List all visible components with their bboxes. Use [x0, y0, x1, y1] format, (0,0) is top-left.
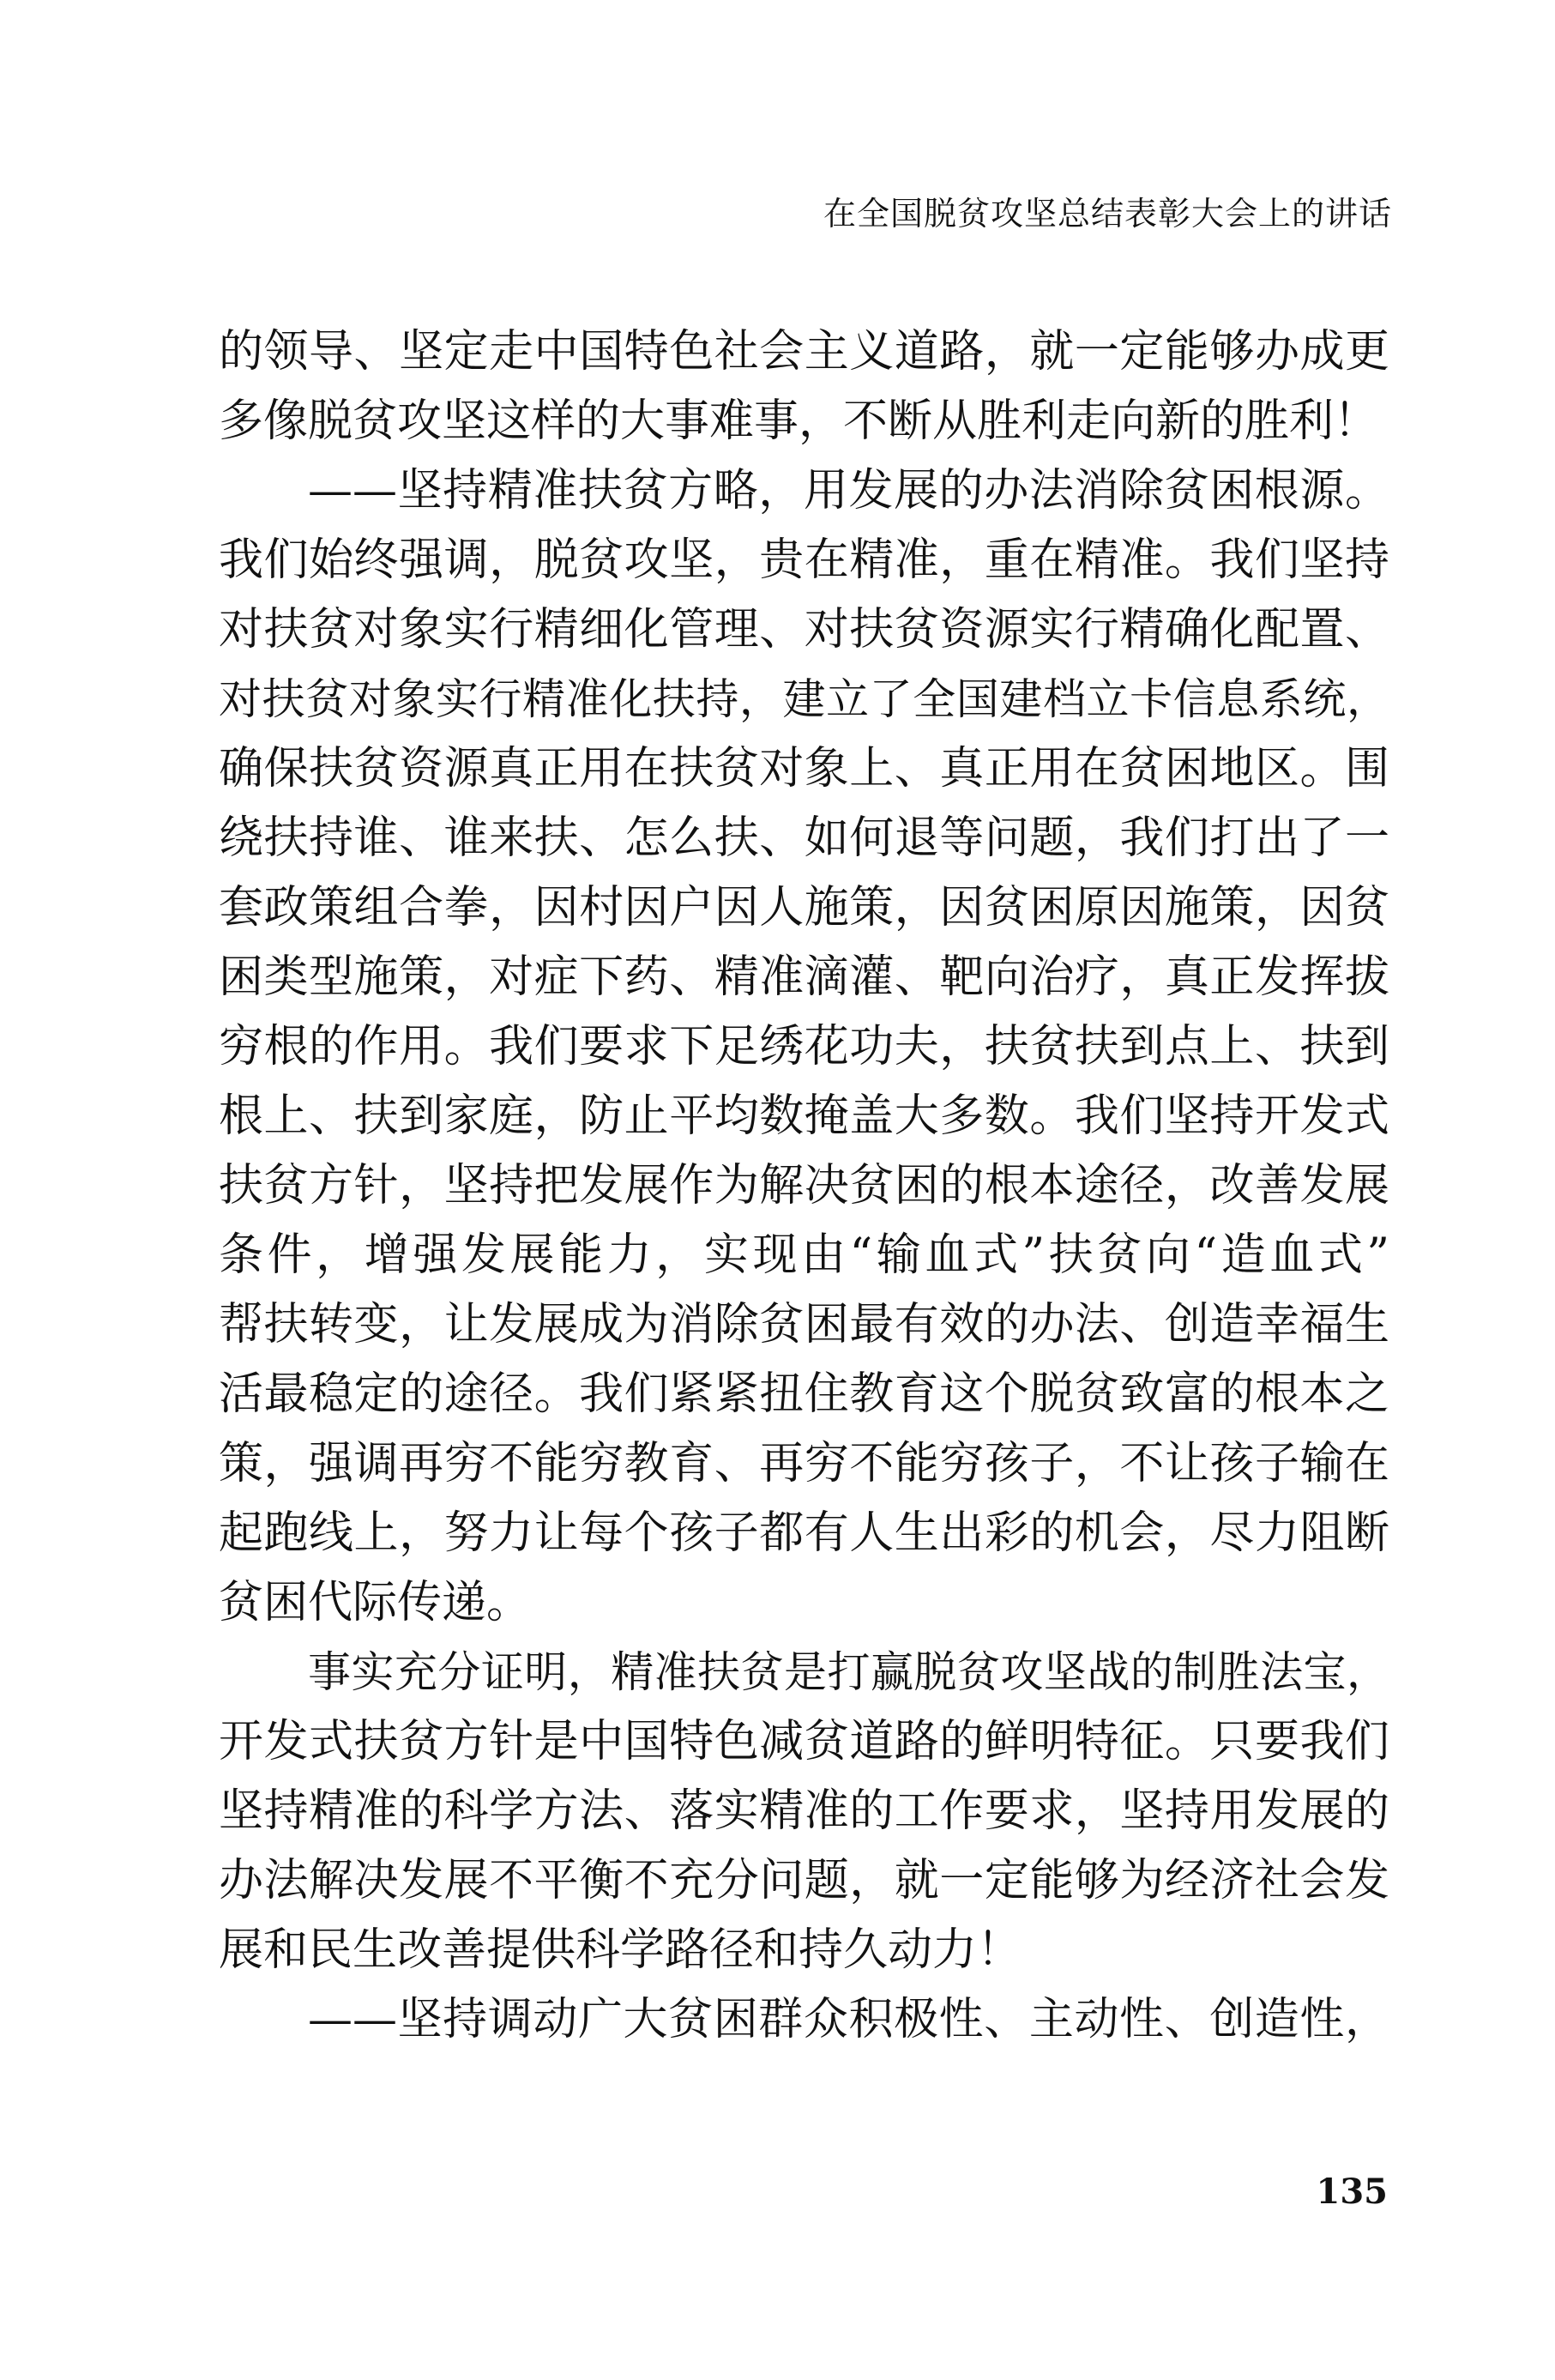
text-line: 扶贫方针，坚持把发展作为解决贫困的根本途径，改善发展: [219, 1160, 1389, 1211]
page-number: 135: [1316, 2172, 1388, 2212]
body-text: [219, 317, 1389, 2055]
running-header: 在全国脱贫攻坚总结表彰大会上的讲话: [823, 195, 1392, 233]
text-line: 对扶贫对象实行精细化管理、对扶贫资源实行精确化配置、: [219, 604, 1389, 655]
text-line: 事实充分证明，精准扶贫是打赢脱贫攻坚战的制胜法宝，: [308, 1647, 1389, 1697]
text-line: 穷根的作用。我们要求下足绣花功夫，扶贫扶到点上、扶到: [219, 1021, 1389, 1072]
text-line: 起跑线上，努力让每个孩子都有人生出彩的机会，尽力阻断: [219, 1507, 1389, 1559]
text-line: 绕扶持谁、谁来扶、怎么扶、如何退等问题，我们打出了一: [219, 812, 1389, 864]
text-line: 坚持精准的科学方法、落实精准的工作要求，坚持用发展的: [219, 1785, 1389, 1837]
text-line: ——坚持调动广大贫困群众积极性、主动性、创造性，: [308, 1994, 1389, 2045]
text-line: 套政策组合拳，因村因户因人施策，因贫困原因施策，因贫: [219, 882, 1389, 933]
text-line: 根上、扶到家庭，防止平均数掩盖大多数。我们坚持开发式: [219, 1090, 1389, 1142]
text-line: 条件，增强发展能力，实现由“输血式”扶贫向“造血式”: [219, 1229, 1389, 1281]
text-line: 帮扶转变，让发展成为消除贫困最有效的办法、创造幸福生: [219, 1299, 1389, 1350]
text-line: 困类型施策，对症下药、精准滴灌、靶向治疗，真正发挥拔: [219, 951, 1389, 1003]
text-line: 策，强调再穷不能穷教育、再穷不能穷孩子，不让孩子输在: [219, 1438, 1389, 1489]
text-line: 贫困代际传递。: [219, 1577, 532, 1628]
text-line: ——坚持精准扶贫方略，用发展的办法消除贫困根源。: [308, 465, 1389, 516]
text-line: 确保扶贫资源真正用在扶贫对象上、真正用在贫困地区。围: [219, 743, 1389, 794]
text-line: 开发式扶贫方针是中国特色减贫道路的鲜明特征。只要我们: [219, 1716, 1389, 1767]
text-line: 活最稳定的途径。我们紧紧扭住教育这个脱贫致富的根本之: [219, 1368, 1389, 1420]
text-line: 办法解决发展不平衡不充分问题，就一定能够为经济社会发: [219, 1855, 1389, 1906]
text-line: 展和民生改善提供科学路径和持久动力！: [219, 1924, 1022, 1976]
text-line: 对扶贫对象实行精准化扶持，建立了全国建档立卡信息系统，: [219, 674, 1389, 724]
text-line: 我们始终强调，脱贫攻坚，贵在精准，重在精准。我们坚持: [219, 535, 1389, 586]
text-line: 的领导、坚定走中国特色社会主义道路，就一定能够办成更: [219, 326, 1389, 378]
text-line: 多像脱贫攻坚这样的大事难事，不断从胜利走向新的胜利！: [219, 396, 1379, 447]
